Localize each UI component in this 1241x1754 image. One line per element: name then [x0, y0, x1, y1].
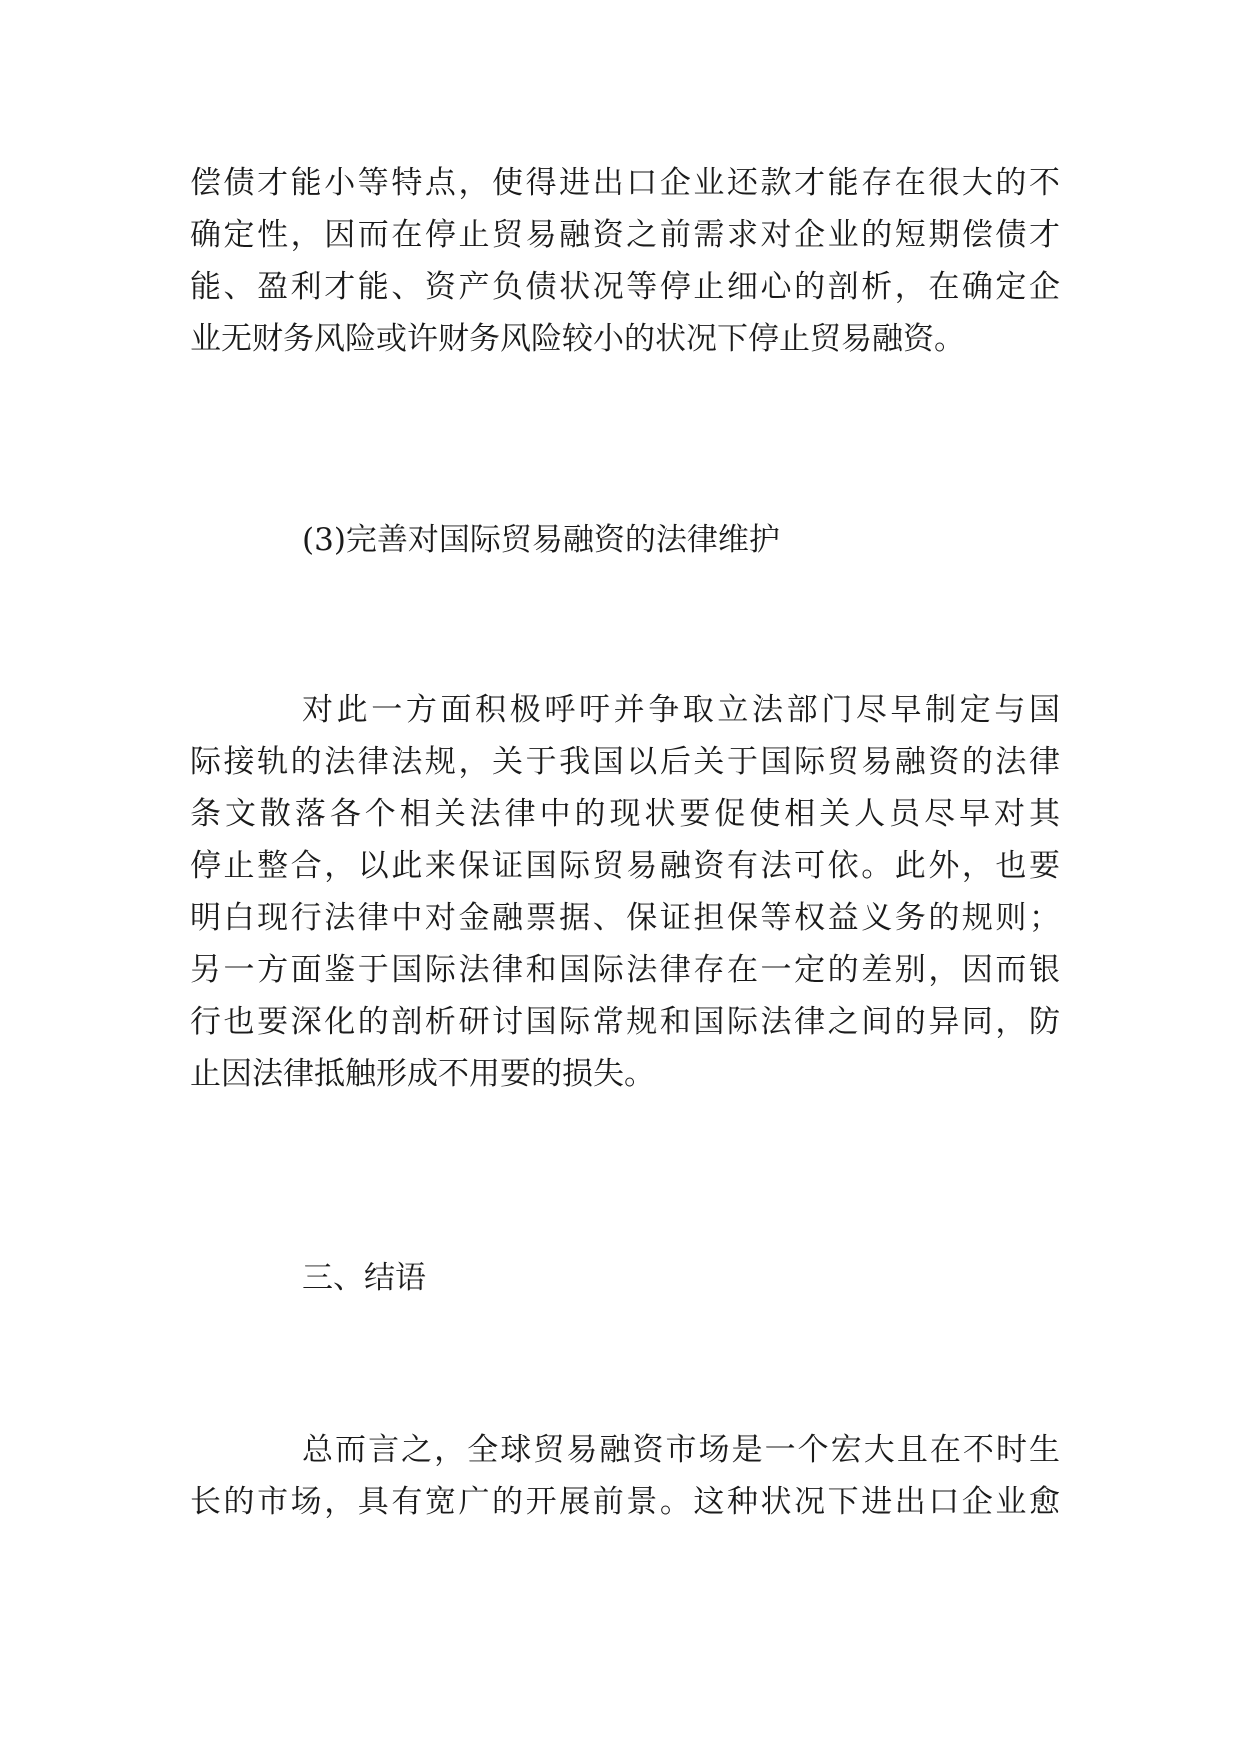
paragraph-line: 行也要深化的剖析研讨国际常规和国际法律之间的异同，防	[190, 1004, 1060, 1040]
paragraph-line: 际接轨的法律法规，关于我国以后关于国际贸易融资的法律	[190, 744, 1060, 780]
paragraph-line: 停止整合，以此来保证国际贸易融资有法可依。此外，也要	[190, 848, 1060, 884]
paragraph-line: 总而言之，全球贸易融资市场是一个宏大且在不时生	[302, 1432, 1060, 1468]
paragraph-line: 条文散落各个相关法律中的现状要促使相关人员尽早对其	[190, 796, 1060, 832]
paragraph-line: 明白现行法律中对金融票据、保证担保等权益义务的规则；	[190, 900, 1060, 936]
paragraph-line: 业无财务风险或许财务风险较小的状况下停止贸易融资。	[190, 321, 965, 357]
paragraph-line: 长的市场，具有宽广的开展前景。这种状况下进出口企业愈	[190, 1484, 1060, 1520]
paragraph-line: 确定性，因而在停止贸易融资之前需求对企业的短期偿债才	[190, 217, 1060, 253]
section-heading-conclusion: 三、结语	[302, 1260, 426, 1296]
paragraph-line: 另一方面鉴于国际法律和国际法律存在一定的差别，因而银	[190, 952, 1060, 988]
paragraph-line: 止因法律抵触形成不用要的损失。	[190, 1056, 655, 1092]
section-heading-legal-protection: (3)完善对国际贸易融资的法律维护	[302, 522, 780, 558]
paragraph-line: 能、盈利才能、资产负债状况等停止细心的剖析，在确定企	[190, 269, 1060, 305]
paragraph-line: 偿债才能小等特点，使得进出口企业还款才能存在很大的不	[190, 165, 1060, 201]
paragraph-line: 对此一方面积极呼吁并争取立法部门尽早制定与国	[302, 692, 1060, 728]
